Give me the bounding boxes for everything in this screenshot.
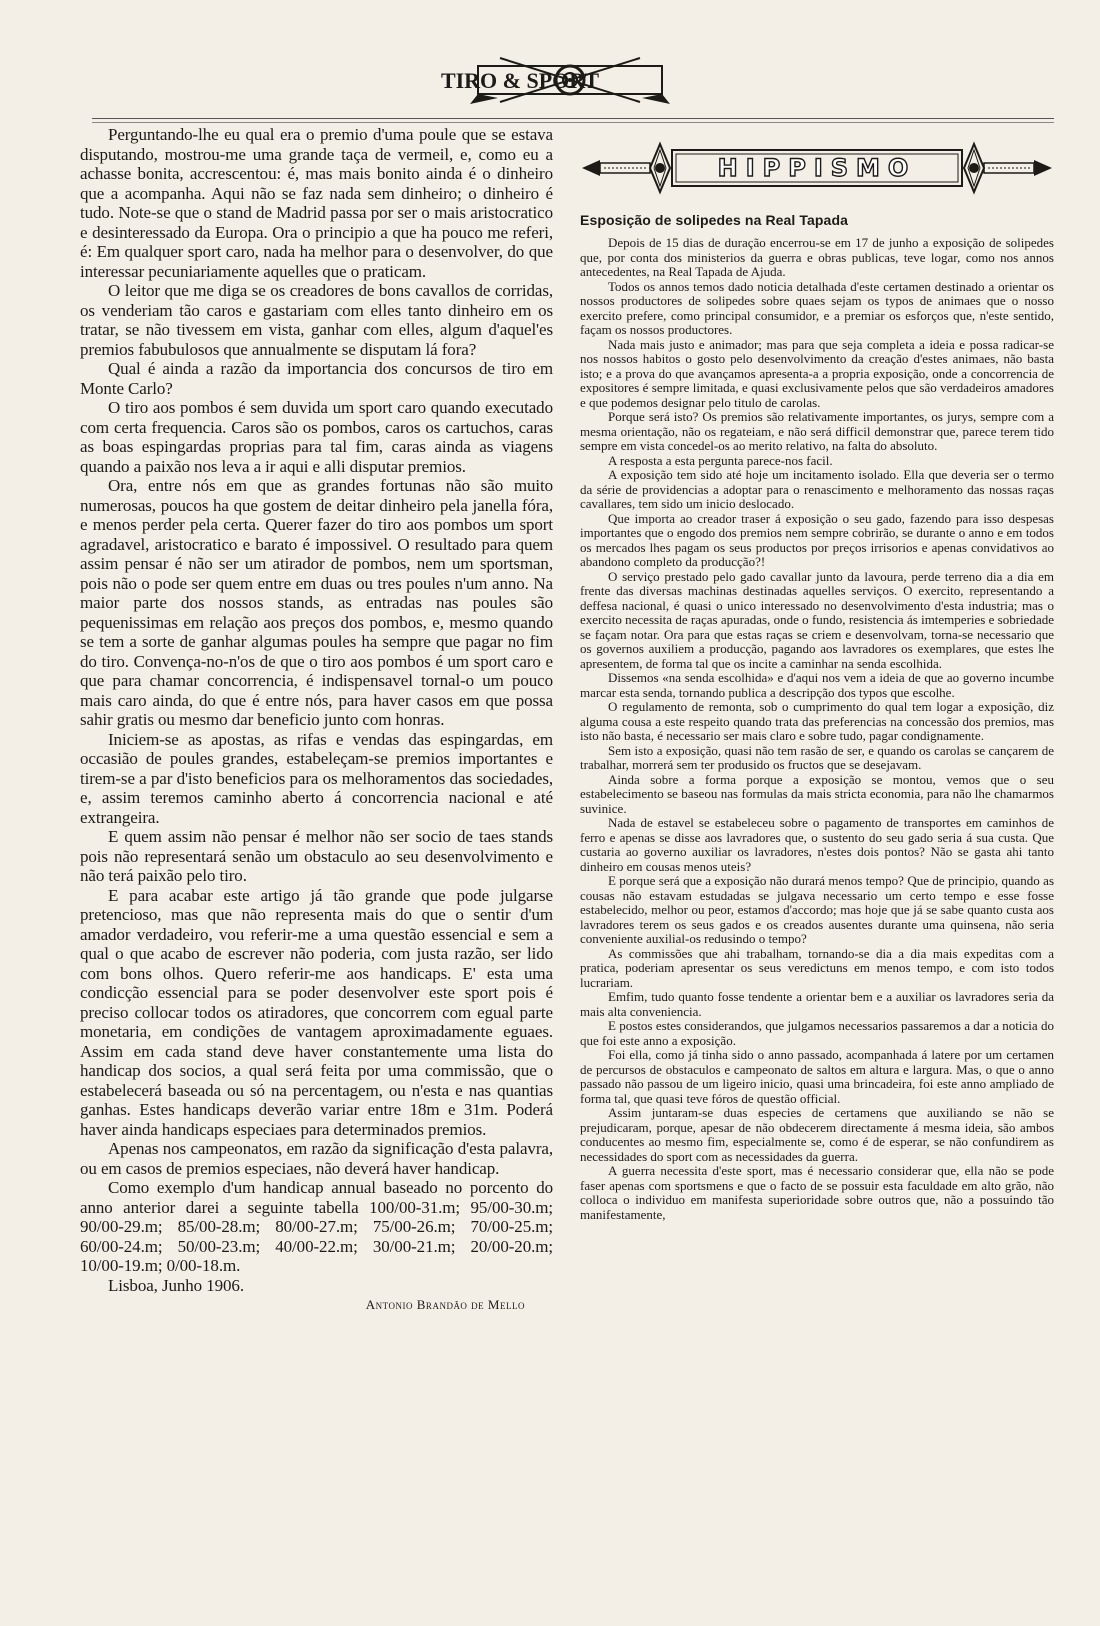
paragraph: Nada mais justo e animador; mas para que seja completa a ideia e possa radicar-se nos nossos habitos o gosto pelo desenvolvimento da creação d'estes animaes, não basta isto; e a prova do que avançamos apresenta-a a propria exposição, onde a concorrencia de expositores é sempre limitada, e quasi exclusivamente pelos que são verdadeiros amadores e que podemos designar pelo titulo de carolas. [580, 336, 1054, 410]
paragraph: Depois de 15 dias de duração encerrou-se em 17 de junho a exposição de solipedes que, por conta dos ministerios da guerra e obras publicas, teve logar, como nos annos antecedentes, na Real Tapada de Ajuda. [580, 235, 1054, 279]
paragraph: Todos os annos temos dado noticia detalhada d'este certamen destinado a orientar os nossos productores de solipedes sobre quaes sejam os typos de animaes que o nosso exercito prefere, como principal consumidor, e a premiar os esforços que, n'este sentido, façam os nossos productores. [580, 278, 1054, 337]
paragraph: A exposição tem sido até hoje um incitamento isolado. Ella que deveria ser o termo da série de providencias a adoptar para o renascimento e melhoramento das nossas raças cavallares, tem sido um inicio deslocado. [580, 467, 1054, 511]
paragraph: Ainda sobre a forma porque a exposição se montou, vemos que o seu estabelecimento se baseou nas formulas da mais stricta economia, para não lhe chamarmos suvinice. [580, 771, 1054, 816]
paragraph: Porque será isto? Os premios são relativamente importantes, os jurys, sempre com a mesma orientação, não os regateiam, e não será difficil demonstrar que, parece terem tido sempre em vista concedel-os ao merito relativo, na falta do absoluto. [580, 409, 1054, 453]
paragraph: O leitor que me diga se os creadores de bons cavallos de corridas, os venderiam tão caros e gastariam com elles tanto dinheiro em os tratar, se não tivessem em vista, ganhar com elles, algum d'aquel'es premios fabubulosos que annualmente se disputam lá fora? [80, 281, 553, 359]
paragraph: E porque será que a exposição não durará menos tempo? Que de principio, quando as cousas não estavam estudadas se julgava necessario um certo tempo e esse fosse estabelecido, melhor ou peor, estamos d'accordo; mas hoje que já se sabe quanto custa aos lavradores terem os seus gados e os creados ausentes durante uma quinsena, não seria conveniente auxilial-os redusindo o tempo? [580, 873, 1054, 946]
article-title: Esposição de solipedes na Real Tapada [580, 212, 848, 228]
left-column-article [80, 125, 553, 1475]
paragraph: Ora, entre nós em que as grandes fortunas não são muito numerosas, poucos ha que gostem de deitar dinheiro pela janella fóra, e menos perder pela certa. Querer fazer do tiro aos pombos um sport agradavel, aristocratico e barato é impossivel. O resultado para quem assim pensar é não ser um atirador de pombos, nem um sportsman, pois não o pode ser quem entre em duas ou tres poules n'um anno. Na maior parte dos nossos stands, as entradas nas poules são pequenissimas em relação aos preços dos pombos, e, mesmo quando se tem a sorte de ganhar algumas poules ha sempre que pagar no fim do tiro. Convença-no-n'os de que o tiro aos pombos é um sport caro e que para chamar concorrencia, é indispensavel tornal-o um pouco mais caro ainda, do que é entre nós, para haver casos em que possa sahir gratis ou mesmo dar beneficio junto com honras. [80, 476, 553, 729]
paragraph: A guerra necessita d'este sport, mas é necessario considerar que, ella não se pode faser apenas com sportsmens e que o facto de se possuir esta faculdade em alto grão, não colloca o individuo em manifesta superioridade sobre outros que, não a possuindo tão manifestamente, [580, 1163, 1054, 1222]
paragraph: Nada de estavel se estabeleceu sobre o pagamento de transportes em caminhos de ferro e apenas se disse aos lavradores que, o sustento do seu gado seria á sua custa. Que custaria ao governo auxiliar os lavradores, n'estes dois pontos? Não se gasta ahi tanto dinheiro em cousas menos uteis? [580, 815, 1054, 874]
right-column-article [580, 140, 1054, 1480]
paragraph: As commissões que ahi trabalham, tornando-se dia a dia mais expeditas com a pratica, poderiam apresentar os seus veredictuns em menos tempo, e com isto todos lucrariam. [580, 945, 1054, 990]
paragraph: E postos estes considerandos, que julgamos necessarios passaremos a dar a noticia do que foi este anno a exposição. [580, 1018, 1054, 1048]
paragraph: Assim juntaram-se duas especies de certamens que auxiliando se não se prejudicaram, porque, apesar de não obdecerem directamente á mesma ideia, são ambos conducentes ao mesmo fim, especialmente se, como é de esperar, se não confundirem as necessidades do sport com as necessidades da guerra. [580, 1105, 1054, 1164]
paragraph: Emfim, tudo quanto fosse tendente a orientar bem e a auxiliar os lavradores seria da mais alta conveniencia. [580, 989, 1054, 1019]
paragraph: O regulamento de remonta, sob o cumprimento do qual tem logar a exposição, diz alguma cousa a este respeito quando trata das preferencias na concessão dos premios, mas isto não basta, é necessario ser mais claro e sobre tudo, pagar condignamente. [580, 699, 1054, 743]
paragraph: Perguntando-lhe eu qual era o premio d'uma poule que se estava disputando, mostrou-me uma grande taça de vermeil, e, como eu a achasse bonita, accrescentou: é, mas mais bonito ainda é o dinheiro que a acompanha. Aqui não se faz nada sem dinheiro; o dinheiro é tudo. Note-se que o stand de Madrid passa por ser o mais aristocratico e desinteressado da Europa. Ora o principio a que ha pouco me referi, é: Em qualquer sport caro, nada ha melhor para o desenvolver, do que interessar pecuniariamente aquelles que o praticam. [80, 125, 553, 281]
paragraph: O tiro aos pombos é sem duvida um sport caro quando executado com certa frequencia. Caros são os pombos, caros os cartuchos, caras as boas espingardas proprias para tal fim, caras ainda as viagens quando a paixão nos leva a ir aqui e alli disputar premios. [80, 398, 553, 476]
paragraph: Sem isto a exposição, quasi não tem rasão de ser, e quando os carolas se cançarem de trabalhar, morrerá sem ter produsido os fructos que se desejavam. [580, 742, 1054, 772]
paragraph: Foi ella, como já tinha sido o anno passado, acompanhada á latere por um certamen de percursos de obstaculos e campeonato de saltos em altura e largura. Mas, o que o anno passado não passou de um ligeiro inicio, quasi uma brincadeira, foi este anno ampliado de forma tal, que quasi teve fóros de questão official. [580, 1047, 1054, 1106]
paragraph: O serviço prestado pelo gado cavallar junto da lavoura, perde terreno dia a dia em frente das diversas machinas destinadas aquelles serviços. O exercito, representando a deffesa nacional, é quasi o unico interessado no desenvolvimento d'esta industria; mas o exercito necessita de raças apuradas, onde o fundo, resistencia ás imtemperies e sobriedade se façam notar. Ora para que estas raças se criem e desenvolvam, torna-se necessario que os governos auxiliem a producção, pagando aos lavradores os exemplares, que estes lhe apresentem, de forma tal que os incite a caminhar na senda escolhida. [580, 568, 1054, 671]
paragraph: Iniciem-se as apostas, as rifas e vendas das espingardas, em occasião de poules grandes, estabeleçam-se premios importantes e tirem-se a par d'isto beneficios para os melhoramentos das sociedades, e, assim teremos caminho aberto á concorrencia nacional e até extrangeira. [80, 729, 553, 827]
author-signature: Antonio Brandão de Mello [365, 1297, 525, 1312]
paragraph: E para acabar este artigo já tão grande que pode julgarse pretencioso, mas que não representa mais do que o sentir d'um amador verdadeiro, vou referir-me a uma questão essencial e sem a qual o que acabo de escrever não poderia, com justa razão, ser lido com bons olhos. Quero referir-me aos handicaps. E' esta uma condicção essencial para se poder desenvolver este sport pois é preciso collocar todos os atiradores, que concorrem com egual parte monetaria, em condições de vantagem aproximadamente eguaes. Assim em cada stand deve haver constantemente uma lista do handicap dos socios, a qual será feita por uma commissão, que o estabelecerá baseada ou só na percentagem, ou n'esta e nas quantias ganhas. Estes handicaps deverão variar entre 18m e 31m. Poderá haver ainda handicaps especiaes para determinados premios. [80, 885, 553, 1139]
section-banner [580, 140, 1054, 196]
section-title: HIPPISMO [717, 154, 917, 182]
masthead-logo [440, 52, 670, 110]
paragraph: Como exemplo d'um handicap annual baseado no porcento do anno anterior darei a seguinte tabella 100/00-31.m; 95/00-30.m; 90/00-29.m; 85/00-28.m; 80/00-27.m; 75/00-26.m; 70/00-25.m; 60/00-24.m; 50/00-23.m; 40/00-22.m; 30/00-21.m; 20/00-20.m; 10/00-19.m; 0/00-18.m. [80, 1178, 553, 1275]
paragraph: Que importa ao creador traser á exposição o seu gado, fazendo para isso despesas importantes que o engodo dos premios nem sempre cobrirão, se durante o anno e em todos os mercados lhes pagam os seus productos por preços irrisorios e apenas convidativos ao abandono completo da producção?! [580, 510, 1054, 569]
paragraph: Qual é ainda a razão da importancia dos concursos de tiro em Monte Carlo? [80, 359, 553, 398]
header-rule [92, 118, 1054, 123]
paragraph: E quem assim não pensar é melhor não ser socio de taes stands pois não representará senão um obstaculo ao seu desenvolvimento e não terá paixão pelo tiro. [80, 827, 553, 885]
paragraph: A resposta a esta pergunta parece-nos facil. [608, 452, 833, 468]
tiro-sport-logo-icon [440, 52, 670, 110]
paragraph: Apenas nos campeonatos, em razão da significação d'esta palavra, ou em casos de premios especiaes, não deverá haver handicap. [80, 1139, 553, 1178]
masthead-text: TIRO & SPORT [440, 68, 600, 93]
paragraph: Dissemos «na senda escolhida» e d'aqui nos vem a ideia de que ao governo incumbe marcar esta senda, tornando publica a descripção dos typos que escolhe. [580, 670, 1054, 700]
place-date: Lisboa, Junho 1906. [108, 1275, 244, 1295]
